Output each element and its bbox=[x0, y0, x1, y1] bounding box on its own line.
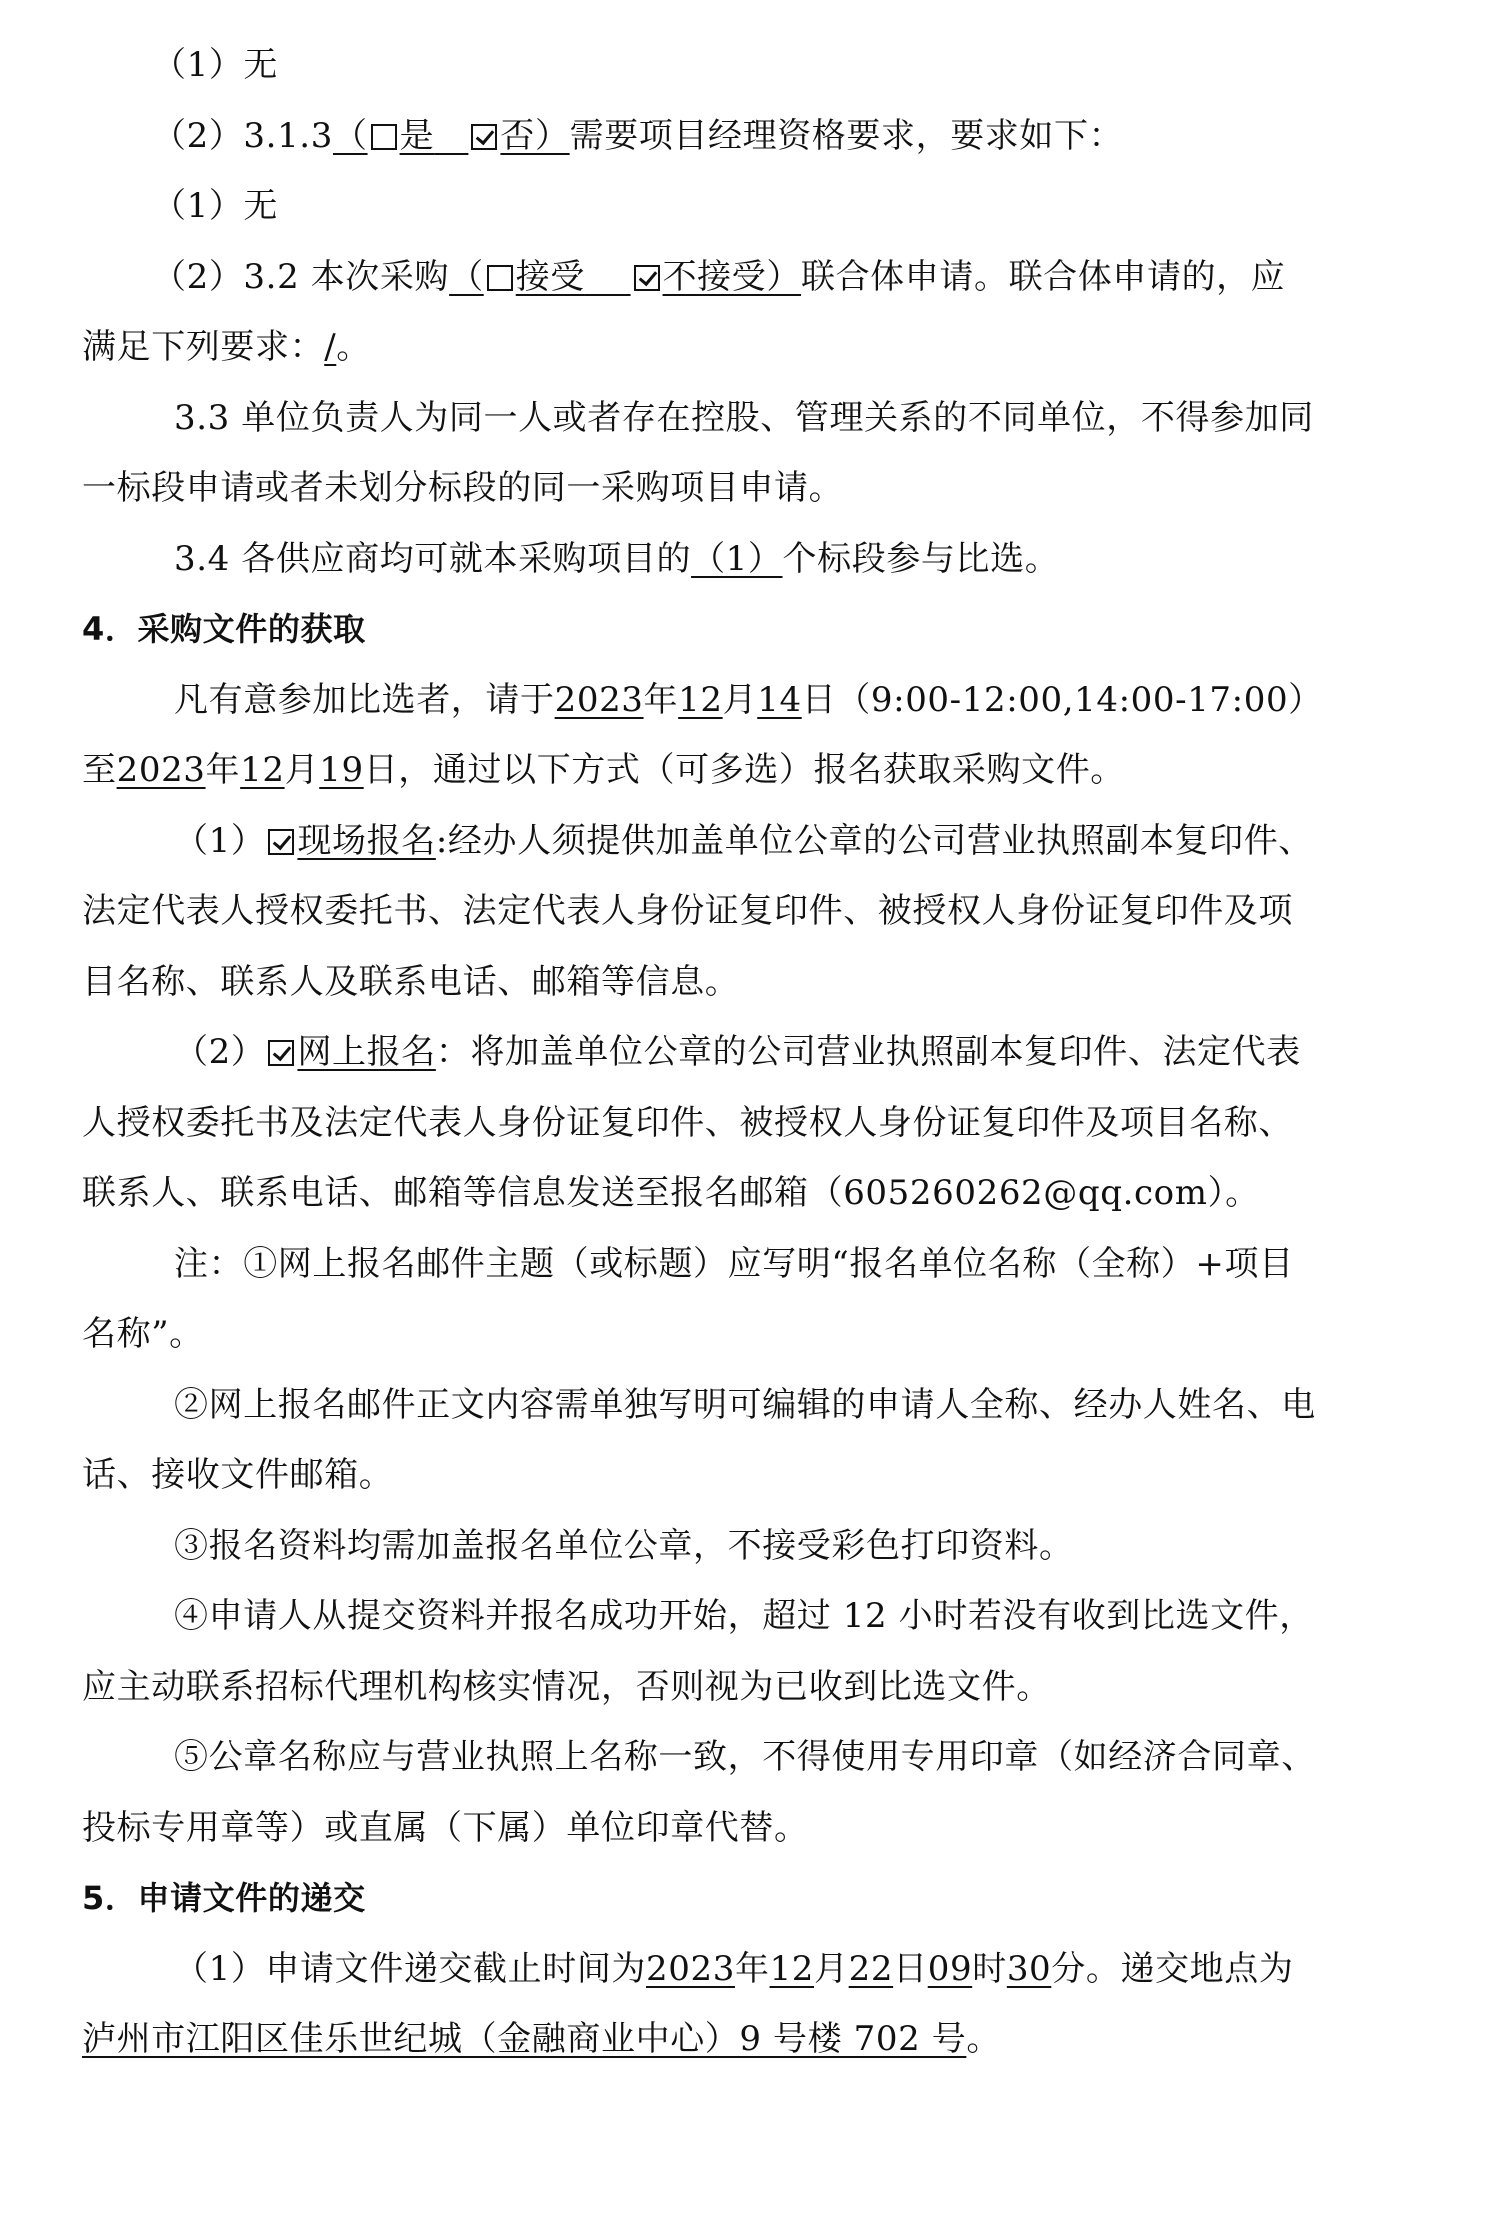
para-line bbox=[82, 1299, 1420, 1370]
text: 满足下列要求： bbox=[82, 327, 325, 367]
text: （ bbox=[449, 256, 484, 297]
para-line bbox=[82, 1581, 1420, 1652]
unchecked-box-icon bbox=[371, 124, 397, 150]
text: 目名称、联系人及联系电话、邮箱等信息。 bbox=[82, 961, 740, 1002]
text: 。 bbox=[336, 327, 371, 367]
checked-box-icon bbox=[268, 829, 294, 855]
text: 一标段申请或者未划分标段的同一采购项目申请。 bbox=[82, 468, 844, 508]
para-line bbox=[82, 1229, 1420, 1300]
text: 联系人、联系电话、邮箱等信息发送至报名邮箱（605260262@qq.com）。 bbox=[82, 1173, 1260, 1213]
option-label: 不接受） bbox=[662, 256, 801, 297]
text: 至 bbox=[82, 750, 117, 790]
text: （1）申请文件递交截止时间为 bbox=[174, 1948, 647, 1989]
checked-box-icon bbox=[634, 265, 660, 291]
fill-blank: 22 bbox=[848, 1948, 894, 1989]
option-label: 现场报名 bbox=[297, 820, 436, 861]
fill-blank: 12 bbox=[678, 679, 723, 720]
text: 联合体申请。联合体申请的，应 bbox=[800, 256, 1286, 297]
text: 日（9:00-12:00,14:00-17:00） bbox=[801, 679, 1323, 720]
text: 分。递交地点为 bbox=[1051, 1948, 1294, 1989]
address-blank: 泸州市江阳区佳乐世纪城（金融商业中心）9 号楼 702 号 bbox=[82, 2019, 967, 2059]
text: ：将加盖单位公章的公司营业执照副本复印件、法定代表 bbox=[435, 1032, 1301, 1072]
option-label: 接受 bbox=[515, 256, 585, 297]
option-label: 网上报名 bbox=[297, 1032, 436, 1072]
para-line bbox=[82, 101, 1420, 172]
text: 月 bbox=[814, 1948, 849, 1989]
text: 应主动联系招标代理机构核实情况，否则视为已收到比选文件。 bbox=[82, 1666, 1051, 1707]
fill-blank: 2023 bbox=[116, 750, 206, 790]
text: 月 bbox=[284, 750, 320, 790]
text: （1） bbox=[174, 820, 266, 861]
text: 年 bbox=[643, 679, 679, 720]
text: ⑤公章名称应与营业执照上名称一致，不得使用专用印章（如经济合同章、 bbox=[174, 1737, 1316, 1777]
para-line bbox=[82, 1511, 1420, 1582]
text: ②网上报名邮件正文内容需单独写明可编辑的申请人全称、经办人姓名、电 bbox=[174, 1384, 1316, 1425]
heading-text: 4．采购文件的获取 bbox=[82, 610, 366, 648]
para-line bbox=[82, 1370, 1420, 1441]
heading-text: 5．申请文件的递交 bbox=[82, 1879, 366, 1917]
para-line bbox=[82, 1652, 1420, 1723]
para-line bbox=[82, 1934, 1420, 2005]
para-line bbox=[82, 947, 1420, 1018]
text: 日，通过以下方式（可多选）报名获取采购文件。 bbox=[363, 750, 1125, 790]
para-line bbox=[82, 1158, 1420, 1229]
para-line bbox=[82, 1793, 1420, 1864]
fill-blank: 30 bbox=[1006, 1948, 1052, 1989]
option-group bbox=[333, 116, 570, 156]
para-line bbox=[82, 2004, 1420, 2075]
para-line bbox=[82, 453, 1420, 524]
fill-blank: 2023 bbox=[646, 1948, 735, 1989]
text: ③报名资料均需加盖报名单位公章，不接受彩色打印资料。 bbox=[174, 1525, 1074, 1566]
text: 个标段参与比选。 bbox=[782, 538, 1060, 579]
para-line bbox=[82, 383, 1420, 454]
text: （ bbox=[332, 115, 368, 156]
fill-blank: 09 bbox=[927, 1948, 973, 1989]
fill-blank: / bbox=[324, 327, 337, 367]
para-line bbox=[82, 1722, 1420, 1793]
text: 月 bbox=[722, 679, 758, 720]
fill-blank: （1） bbox=[691, 538, 783, 579]
text: 人授权委托书及法定代表人身份证复印件、被授权人身份证复印件及项目名称、 bbox=[82, 1102, 1293, 1143]
text: 投标专用章等）或直属（下属）单位印章代替。 bbox=[82, 1807, 809, 1848]
fill-blank: 19 bbox=[319, 750, 364, 790]
para-line bbox=[82, 171, 1420, 242]
text: 凡有意参加比选者，请于 bbox=[174, 679, 555, 720]
para-line bbox=[82, 1017, 1420, 1088]
para-line bbox=[82, 665, 1420, 736]
text: 3.4 各供应商均可就本采购项目的 bbox=[174, 538, 692, 579]
option-group bbox=[449, 257, 801, 297]
fill-blank: 12 bbox=[769, 1948, 815, 1989]
checked-box-icon bbox=[268, 1040, 294, 1066]
text: 法定代表人授权委托书、法定代表人身份证复印件、被授权人身份证复印件及项 bbox=[82, 891, 1293, 931]
para-line bbox=[82, 242, 1420, 313]
para-line bbox=[82, 1440, 1420, 1511]
option-group bbox=[265, 821, 435, 861]
para-line bbox=[82, 312, 1420, 383]
fill-blank: 12 bbox=[240, 750, 285, 790]
text: 3.3 单位负责人为同一人或者存在控股、管理关系的不同单位，不得参加同 bbox=[174, 397, 1314, 438]
text: 注：①网上报名邮件主题（或标题）应写明“报名单位名称（全称）+项目 bbox=[174, 1243, 1294, 1284]
text: 。 bbox=[966, 2019, 1001, 2059]
text: （1）无 bbox=[152, 186, 279, 226]
text: 名称”。 bbox=[82, 1314, 204, 1354]
text: 时 bbox=[972, 1948, 1007, 1989]
para-line bbox=[82, 524, 1420, 595]
text: ④申请人从提交资料并报名成功开始，超过 12 小时若没有收到比选文件， bbox=[174, 1596, 1314, 1636]
unchecked-box-icon bbox=[487, 265, 513, 291]
option-group bbox=[265, 1032, 435, 1072]
para-line bbox=[82, 876, 1420, 947]
para-line bbox=[82, 806, 1420, 877]
text: （2）3.2 本次采购 bbox=[152, 256, 450, 297]
text: 日 bbox=[893, 1948, 928, 1989]
section-heading bbox=[82, 1863, 1420, 1934]
checked-box-icon bbox=[471, 124, 497, 150]
para-line bbox=[82, 1088, 1420, 1159]
text: 话、接收文件邮箱。 bbox=[82, 1455, 394, 1495]
fill-blank: 14 bbox=[757, 679, 802, 720]
fill-blank: 2023 bbox=[554, 679, 644, 720]
section-heading bbox=[82, 594, 1420, 665]
text: 年 bbox=[734, 1948, 770, 1989]
para-line bbox=[82, 30, 1420, 101]
para-line bbox=[82, 735, 1420, 806]
text: （2）3.1.3 bbox=[152, 115, 333, 156]
option-label: 否） bbox=[500, 115, 570, 156]
text: （2） bbox=[174, 1032, 266, 1072]
text: （1）无 bbox=[152, 45, 279, 85]
text: 年 bbox=[205, 750, 241, 790]
text: 需要项目经理资格要求，要求如下： bbox=[569, 115, 1124, 156]
text: :经办人须提供加盖单位公章的公司营业执照副本复印件、 bbox=[435, 820, 1313, 861]
option-label: 是 bbox=[399, 115, 435, 156]
